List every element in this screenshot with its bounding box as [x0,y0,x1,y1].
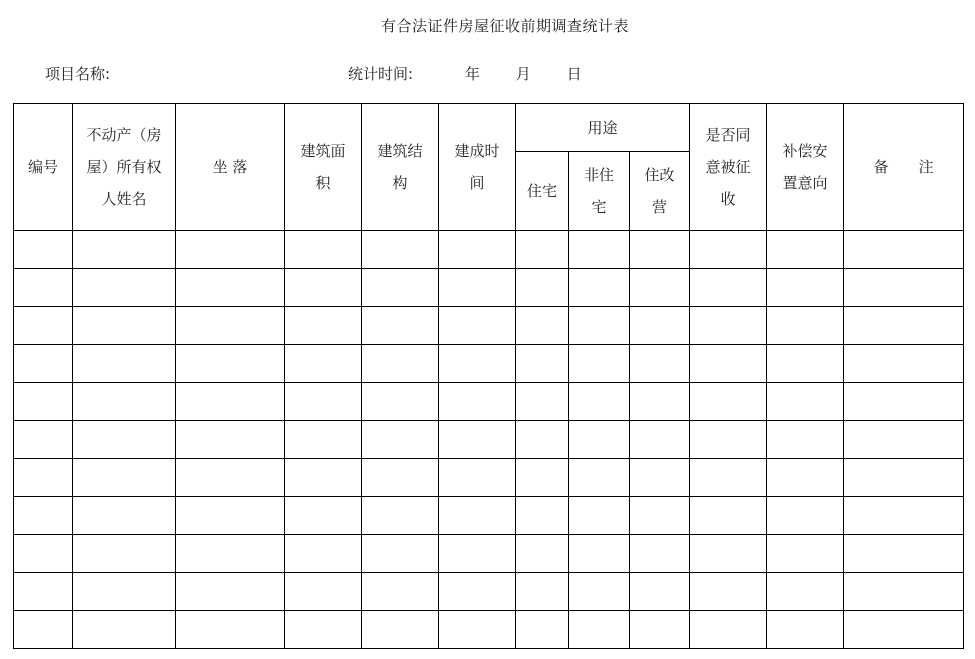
table-cell[interactable] [285,269,362,307]
table-cell[interactable] [630,383,690,421]
header-area: 建筑面积 [285,104,362,231]
table-cell[interactable] [285,345,362,383]
table-cell[interactable] [630,459,690,497]
table-cell[interactable] [285,459,362,497]
table-cell[interactable] [690,269,767,307]
table-cell[interactable] [516,383,569,421]
table-cell[interactable] [569,573,630,611]
table-cell[interactable] [362,307,439,345]
table-cell[interactable] [690,421,767,459]
table-cell[interactable] [844,573,964,611]
table-cell[interactable] [285,497,362,535]
header-remarks: 备 注 [844,104,964,231]
table-cell[interactable] [73,535,176,573]
table-cell[interactable] [439,459,516,497]
header-agree: 是否同意被征收 [690,104,767,231]
table-cell[interactable] [176,611,285,649]
table-cell[interactable] [630,421,690,459]
table-row [14,345,964,383]
table-cell[interactable] [14,421,73,459]
table-cell[interactable] [844,611,964,649]
table-cell[interactable] [285,611,362,649]
table-cell[interactable] [439,307,516,345]
table-cell[interactable] [569,269,630,307]
table-cell[interactable] [630,269,690,307]
table-cell[interactable] [569,231,630,269]
table-cell[interactable] [767,231,844,269]
table-cell[interactable] [73,345,176,383]
table-cell[interactable] [439,421,516,459]
table-cell[interactable] [767,307,844,345]
table-cell[interactable] [14,497,73,535]
table-cell[interactable] [73,611,176,649]
table-cell[interactable] [569,307,630,345]
table-cell[interactable] [516,345,569,383]
table-cell[interactable] [362,573,439,611]
table-cell[interactable] [690,497,767,535]
table-cell[interactable] [439,345,516,383]
table-cell[interactable] [516,573,569,611]
header-built-time: 建成时间 [439,104,516,231]
table-cell[interactable] [844,459,964,497]
header-usage-converted: 住改营 [630,152,690,231]
project-name-label: 项目名称: [45,65,111,83]
table-cell[interactable] [767,421,844,459]
table-cell[interactable] [569,421,630,459]
table-cell[interactable] [630,307,690,345]
table-row [14,269,964,307]
table-cell[interactable] [630,611,690,649]
table-cell[interactable] [14,345,73,383]
table-cell[interactable] [176,497,285,535]
table-cell[interactable] [362,459,439,497]
table-cell[interactable] [767,573,844,611]
table-row [14,535,964,573]
table-cell[interactable] [844,269,964,307]
table-cell[interactable] [767,611,844,649]
table-cell[interactable] [516,231,569,269]
day-label: 日 [566,65,582,83]
table-cell[interactable] [690,611,767,649]
table-cell[interactable] [73,269,176,307]
table-cell[interactable] [285,573,362,611]
table-cell[interactable] [14,611,73,649]
table-cell[interactable] [439,269,516,307]
table-cell[interactable] [630,535,690,573]
table-cell[interactable] [690,535,767,573]
table-cell[interactable] [630,497,690,535]
table-cell[interactable] [439,611,516,649]
table-cell[interactable] [285,421,362,459]
header-compensation: 补偿安置意向 [767,104,844,231]
table-cell[interactable] [176,573,285,611]
table-row [14,231,964,269]
table-cell[interactable] [844,535,964,573]
table-cell[interactable] [844,307,964,345]
table-cell[interactable] [439,383,516,421]
table-cell[interactable] [516,307,569,345]
table-cell[interactable] [439,497,516,535]
table-cell[interactable] [73,383,176,421]
table-cell[interactable] [362,345,439,383]
table-cell[interactable] [362,535,439,573]
header-number: 编号 [14,104,73,231]
table-cell[interactable] [569,459,630,497]
table-cell[interactable] [285,307,362,345]
table-cell[interactable] [690,459,767,497]
table-cell[interactable] [285,231,362,269]
table-cell[interactable] [767,269,844,307]
table-cell[interactable] [844,421,964,459]
survey-table-body [14,231,964,649]
table-cell[interactable] [439,573,516,611]
table-cell[interactable] [516,611,569,649]
table-cell[interactable] [516,459,569,497]
document-title: 有合法证件房屋征收前期调查统计表 [380,17,629,35]
table-cell[interactable] [14,459,73,497]
table-cell[interactable] [362,421,439,459]
table-cell[interactable] [176,421,285,459]
table-cell[interactable] [176,459,285,497]
table-cell[interactable] [73,497,176,535]
table-cell[interactable] [630,231,690,269]
table-cell[interactable] [844,231,964,269]
table-cell[interactable] [439,535,516,573]
header-usage-nonresidential: 非住宅 [569,152,630,231]
table-cell[interactable] [569,345,630,383]
year-label: 年 [465,65,481,83]
header-location: 坐 落 [176,104,285,231]
table-cell[interactable] [362,497,439,535]
table-cell[interactable] [176,383,285,421]
header-structure: 建筑结构 [362,104,439,231]
table-cell[interactable] [176,269,285,307]
month-label: 月 [515,65,531,83]
table-cell[interactable] [176,307,285,345]
table-cell[interactable] [14,307,73,345]
table-row [14,459,964,497]
table-cell[interactable] [14,383,73,421]
table-cell[interactable] [285,535,362,573]
table-cell[interactable] [14,269,73,307]
table-cell[interactable] [690,231,767,269]
table-cell[interactable] [73,573,176,611]
table-cell[interactable] [767,383,844,421]
table-cell[interactable] [176,345,285,383]
table-cell[interactable] [362,269,439,307]
table-cell[interactable] [690,307,767,345]
table-row [14,307,964,345]
date-fields [465,63,582,84]
table-cell[interactable] [767,535,844,573]
table-cell[interactable] [569,383,630,421]
table-cell[interactable] [14,573,73,611]
table-cell[interactable] [690,573,767,611]
table-cell[interactable] [516,535,569,573]
table-cell[interactable] [690,383,767,421]
header-usage: 用途 [516,104,690,152]
survey-table [13,103,964,649]
table-row [14,383,964,421]
table-cell[interactable] [630,345,690,383]
table-cell[interactable] [844,497,964,535]
table-row [14,497,964,535]
table-cell[interactable] [73,307,176,345]
table-cell[interactable] [569,611,630,649]
table-cell[interactable] [73,231,176,269]
table-row [14,421,964,459]
statistics-time-label: 统计时间: [348,65,414,83]
table-cell[interactable] [14,535,73,573]
table-cell[interactable] [362,231,439,269]
table-cell[interactable] [516,269,569,307]
table-cell[interactable] [362,611,439,649]
table-cell[interactable] [569,497,630,535]
table-cell[interactable] [176,535,285,573]
table-cell[interactable] [73,459,176,497]
table-cell[interactable] [362,383,439,421]
table-cell[interactable] [767,459,844,497]
table-cell[interactable] [630,573,690,611]
table-cell[interactable] [569,535,630,573]
table-cell[interactable] [767,497,844,535]
table-cell[interactable] [516,421,569,459]
table-cell[interactable] [176,231,285,269]
table-cell[interactable] [73,421,176,459]
table-cell[interactable] [14,231,73,269]
table-cell[interactable] [690,345,767,383]
header-owner: 不动产（房屋）所有权人姓名 [73,104,176,231]
table-row [14,611,964,649]
table-cell[interactable] [844,383,964,421]
table-row [14,573,964,611]
table-cell[interactable] [439,231,516,269]
table-cell[interactable] [516,497,569,535]
table-cell[interactable] [285,383,362,421]
table-cell[interactable] [767,345,844,383]
header-usage-residential: 住宅 [516,152,569,231]
table-cell[interactable] [844,345,964,383]
